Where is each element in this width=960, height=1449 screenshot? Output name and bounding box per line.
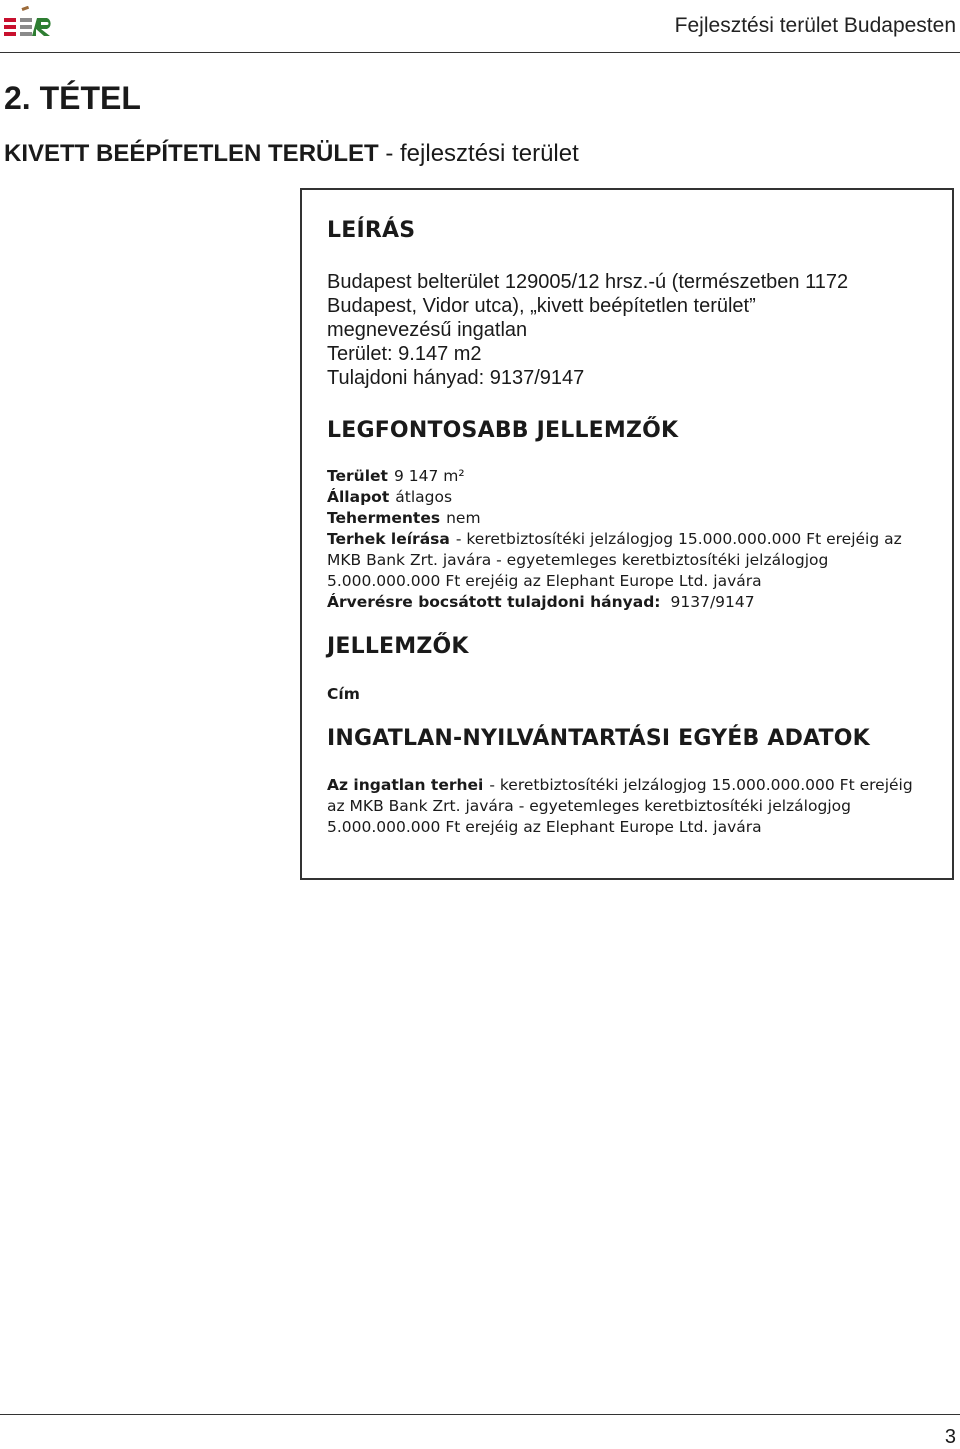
jellemzok-list <box>327 684 927 705</box>
page-number: 3 <box>944 1426 956 1448</box>
feature-value: nem <box>446 509 481 527</box>
feature-value: 9 147 m² <box>393 467 465 485</box>
feature-label: Tehermentes <box>327 509 441 527</box>
feature-tehermentes <box>327 508 927 529</box>
footer-divider <box>0 1414 960 1415</box>
feature-value: - keretbiztosítéki jelzálogjog 15.000.000.000 Ft erejéig az <box>455 530 902 548</box>
feature-terulet <box>327 466 927 487</box>
feature-label: Terület <box>327 467 388 485</box>
header-divider <box>0 52 960 53</box>
feature-label: Árverésre bocsátott tulajdoni hányad: <box>327 593 661 611</box>
feature-value: átlagos <box>395 488 453 506</box>
feature-allapot <box>327 487 927 508</box>
feature-terhek-cont: 5.000.000.000 Ft erejéig az Elephant Europe Ltd. javára <box>327 572 762 590</box>
feature-terhek <box>327 529 927 550</box>
leiras-line: Terület: 9.147 m2 <box>327 343 482 365</box>
ingatlan-heading: INGATLAN-NYILVÁNTARTÁSI EGYÉB ADATOK <box>327 726 870 751</box>
feature-cim <box>327 684 927 705</box>
property-type-rest: - fejlesztési terület <box>378 140 579 167</box>
leiras-heading: LEÍRÁS <box>327 218 416 243</box>
ingatlan-details <box>327 775 937 838</box>
legfontosabb-heading: LEGFONTOSABB JELLEMZŐK <box>327 418 679 443</box>
jellemzok-heading: JELLEMZŐK <box>327 634 469 659</box>
leiras-line: Budapest, Vidor utca), „kivett beépítetlen terület” <box>327 295 756 317</box>
leiras-description <box>327 270 937 390</box>
details-box <box>300 188 954 880</box>
key-features <box>327 466 927 613</box>
property-type-strong: KIVETT BEÉPÍTETLEN TERÜLET <box>4 140 379 167</box>
feature-label: Állapot <box>327 488 390 506</box>
leiras-line: Tulajdoni hányad: 9137/9147 <box>327 367 585 389</box>
feature-value: - keretbiztosítéki jelzálogjog 15.000.000.000 Ft erejéig <box>489 776 913 794</box>
lot-title: 2. TÉTEL <box>4 80 141 116</box>
leiras-line: megnevezésű ingatlan <box>327 319 528 341</box>
ingatlan-terhei-cont: az MKB Bank Zrt. javára - egyetemleges keretbiztosítéki jelzálogjog <box>327 797 851 815</box>
feature-arveres <box>327 592 927 613</box>
ingatlan-terhei-cont: 5.000.000.000 Ft erejéig az Elephant Europe Ltd. javára <box>327 818 762 836</box>
header-title: Fejlesztési terület Budapesten <box>674 14 956 37</box>
feature-value: 9137/9147 <box>670 593 755 611</box>
leiras-line: Budapest belterület 129005/12 hrsz.-ú (természetben 1172 <box>327 271 849 293</box>
feature-label: Az ingatlan terhei <box>327 776 484 794</box>
feature-terhek-cont: MKB Bank Zrt. javára - egyetemleges keretbiztosítéki jelzálogjog <box>327 551 829 569</box>
feature-label: Terhek leírása <box>327 530 450 548</box>
eer-logo <box>4 6 56 40</box>
ingatlan-terhei <box>327 775 937 796</box>
property-type <box>4 140 579 168</box>
feature-label: Cím <box>327 685 360 703</box>
